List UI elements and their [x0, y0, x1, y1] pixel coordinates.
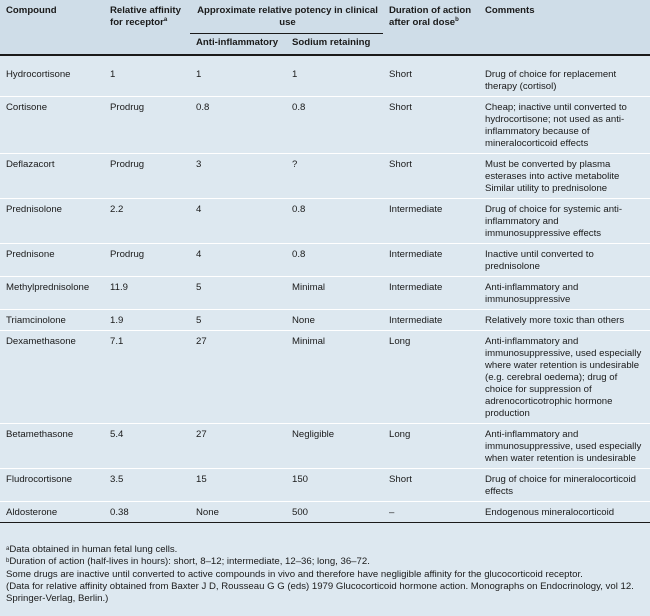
cell-affinity: 1	[110, 69, 116, 80]
table-footnotes	[6, 544, 646, 605]
footnote-b	[6, 556, 646, 568]
cell-comments: Must be converted by plasma esterases into active metabolite Similar utility to prednisolone	[485, 159, 620, 194]
cell-sodium-retaining: Negligible	[292, 429, 335, 440]
cell-affinity: Prodrug	[110, 102, 145, 113]
cell-duration: Short	[389, 102, 412, 113]
cell-duration: Short	[389, 69, 412, 80]
cell-sodium-retaining: ?	[292, 159, 298, 170]
header-affinity: Relative affinity for receptor$^a$	[110, 5, 181, 28]
cell-comments: Anti-inflammatory and immunosuppressive	[485, 282, 579, 305]
cell-anti-inflammatory: 27	[196, 336, 207, 347]
cell-affinity: Prodrug	[110, 249, 145, 260]
cell-comments: Endogenous mineralocorticoid	[485, 507, 615, 518]
cell-sodium-retaining: Minimal	[292, 282, 326, 293]
table-row	[0, 424, 650, 469]
header-anti-inflammatory: Anti-inflammatory	[190, 34, 286, 56]
cell-compound: Dexamethasone	[6, 336, 76, 347]
cell-anti-inflammatory: 0.8	[196, 102, 210, 113]
footnote-b-mark: b	[6, 558, 10, 565]
footnote-b-text: Duration of action (half-lives in hours): short, 8–12; intermediate, 12–36; long, 36–72.	[9, 556, 370, 568]
cell-affinity: 1.9	[110, 315, 124, 326]
header-potency-group: Approximate relative potency in clinical use	[197, 5, 378, 28]
cell-affinity: 2.2	[110, 204, 124, 215]
cell-comments: Drug of choice for mineralocorticoid effects	[485, 474, 636, 497]
cell-comments: Anti-inflammatory and immunosuppressive, used especially where water retention is undesirable (e.g. cerebral oedema); drug of choice for suppression of adrenocorticotrophic hormone production	[485, 336, 642, 419]
table-row	[0, 331, 650, 424]
cell-compound: Prednisone	[6, 249, 55, 260]
table-row	[0, 97, 650, 154]
cell-affinity: 3.5	[110, 474, 124, 485]
footnote-mark-a: a	[163, 16, 168, 23]
cell-affinity: 0.38	[110, 507, 129, 518]
cell-anti-inflammatory: 1	[196, 69, 202, 80]
cell-duration: Short	[389, 159, 412, 170]
table-row	[0, 199, 650, 244]
cell-comments: Relatively more toxic than others	[485, 315, 625, 326]
cell-duration: Short	[389, 474, 412, 485]
cell-anti-inflammatory: 4	[196, 204, 202, 215]
cell-comments: Drug of choice for systemic anti-inflammatory and immunosuppressive effects	[485, 204, 623, 239]
table-row	[0, 55, 650, 97]
cell-anti-inflammatory: 5	[196, 315, 202, 326]
cell-anti-inflammatory: 15	[196, 474, 207, 485]
table-row	[0, 277, 650, 310]
table-row	[0, 502, 650, 523]
cell-comments: Drug of choice for replacement therapy (cortisol)	[485, 69, 617, 92]
cell-compound: Prednisolone	[6, 204, 63, 215]
footnote-mark-b: b	[455, 16, 459, 23]
table-body	[0, 55, 650, 523]
cell-affinity: Prodrug	[110, 159, 145, 170]
cell-comments: Anti-inflammatory and immunosuppressive, used especially when water retention is undesirable	[485, 429, 642, 464]
footnote-a	[6, 544, 646, 556]
cell-compound: Fludrocortisone	[6, 474, 73, 485]
cell-sodium-retaining: 1	[292, 69, 298, 80]
cell-sodium-retaining: 500	[292, 507, 309, 518]
cell-affinity: 11.9	[110, 282, 128, 293]
cell-duration: Long	[389, 336, 411, 347]
cell-affinity: 5.4	[110, 429, 124, 440]
cell-sodium-retaining: 0.8	[292, 204, 306, 215]
cell-anti-inflammatory: 3	[196, 159, 202, 170]
cell-duration: Intermediate	[389, 249, 443, 260]
cell-comments: Cheap; inactive until converted to hydrocortisone; not used as anti-inflammatory because of mineralocorticoid effects	[485, 102, 627, 149]
header-duration: Duration of action after oral dose$^b$	[389, 5, 472, 28]
cell-compound: Aldosterone	[6, 507, 58, 518]
footnote-a-mark: a	[6, 546, 10, 552]
cell-duration: Long	[389, 429, 411, 440]
table-row	[0, 310, 650, 331]
cell-duration: Intermediate	[389, 204, 443, 215]
cell-duration: Intermediate	[389, 282, 443, 293]
cell-compound: Cortisone	[6, 102, 48, 113]
cell-sodium-retaining: 0.8	[292, 102, 306, 113]
table-row	[0, 244, 650, 277]
cell-duration: Intermediate	[389, 315, 443, 326]
cell-compound: Deflazacort	[6, 159, 55, 170]
cell-comments: Inactive until converted to prednisolone	[485, 249, 594, 272]
cell-sodium-retaining: 150	[292, 474, 309, 485]
cell-sodium-retaining: Minimal	[292, 336, 326, 347]
cell-sodium-retaining: None	[292, 315, 315, 326]
header-sodium-retaining: Sodium retaining	[286, 34, 383, 56]
header-compound: Compound	[6, 5, 57, 16]
table-row	[0, 469, 650, 502]
cell-anti-inflammatory: 5	[196, 282, 202, 293]
cell-affinity: 7.1	[110, 336, 124, 347]
table-row	[0, 154, 650, 199]
footnote-a-text: Data obtained in human fetal lung cells.	[9, 544, 178, 555]
header-comments: Comments	[485, 5, 535, 16]
footnote-source: (Data for relative affinity obtained from Baxter J D, Rousseau G G (eds) 1979 Glucocorticoid hormone action. Monographs on Endocrinology, vol 12. Springer-Verlag, Berlin.)	[6, 580, 634, 605]
table-header	[0, 0, 650, 55]
cell-compound: Methylprednisolone	[6, 282, 90, 293]
cell-compound: Triamcinolone	[6, 315, 66, 326]
cell-anti-inflammatory: None	[196, 507, 219, 518]
cell-sodium-retaining: 0.8	[292, 249, 306, 260]
cell-duration: –	[389, 507, 395, 518]
cell-compound: Hydrocortisone	[6, 69, 71, 80]
cell-anti-inflammatory: 27	[196, 429, 207, 440]
cell-anti-inflammatory: 4	[196, 249, 202, 260]
cell-compound: Betamethasone	[6, 429, 74, 440]
footnote-prodrug: Some drugs are inactive until converted to active compounds in vivo and therefore have negligible affinity for the glucocorticoid receptor.	[6, 568, 583, 580]
